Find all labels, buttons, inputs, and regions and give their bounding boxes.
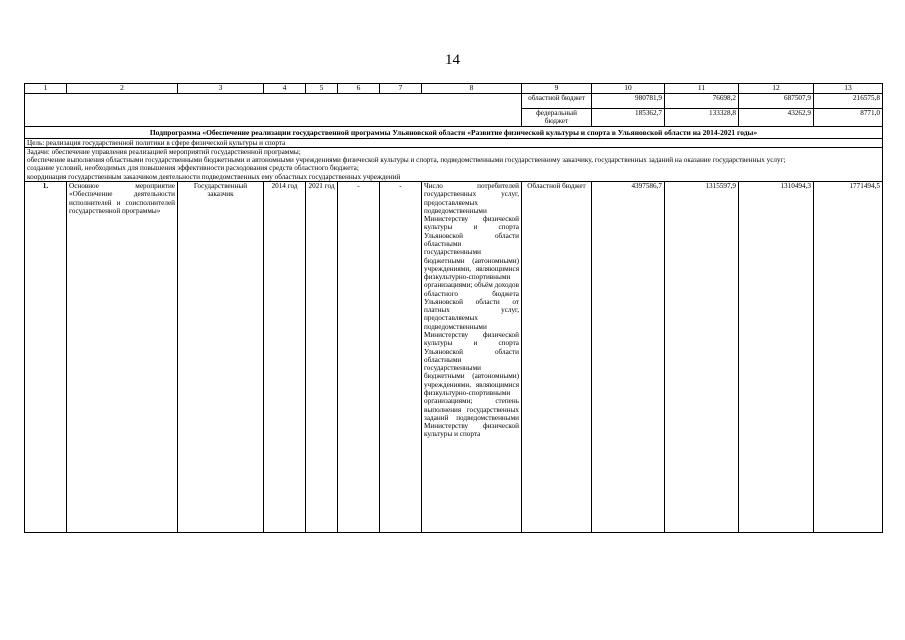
col-header: 10	[592, 84, 665, 94]
end-year: 2021 год	[306, 181, 338, 532]
subprogram-title: Подпрограмма «Обеспечение реализации государственной программы Ульяновской области «Развитие физической культуры и спорта в Ульяновской области на 2014-2021 годы»	[25, 126, 883, 138]
col-header: 1	[25, 84, 67, 94]
activity-row	[25, 181, 883, 532]
funding-source: Областной бюджет	[522, 181, 592, 532]
tasks-row	[25, 147, 883, 181]
col-header: 4	[264, 84, 306, 94]
col-header: 3	[178, 84, 264, 94]
funding-source: областной бюджет	[522, 94, 592, 109]
col-header: 13	[814, 84, 883, 94]
amount-cell: 4397586,7	[592, 181, 665, 532]
amount-cell: 1771494,5	[814, 181, 883, 532]
amount-cell: 980781,9	[592, 94, 665, 109]
amount-cell: 76698,2	[665, 94, 739, 109]
empty-cell	[25, 109, 522, 127]
amount-cell: 185362,7	[592, 109, 665, 127]
amount-cell: 43262,9	[739, 109, 814, 127]
summary-row-regional	[25, 94, 883, 109]
budget-table	[24, 83, 883, 533]
funding-source: федеральный бюджет	[522, 109, 592, 127]
empty-cell	[25, 94, 522, 109]
start-year: 2014 год	[264, 181, 306, 532]
task-line: обеспечение выполнения областными государственными бюджетными и автономными учреждениями физической культуры и спорта, подведомственными государственному заказчику, государственных заданий на оказание государственных услуг;	[27, 156, 786, 165]
task-line: Задачи: обеспечение управления реализацией мероприятий государственной программы;	[27, 147, 301, 156]
column-number-row	[25, 84, 883, 94]
task-line: координация государственным заказчиком деятельности подведомственных ему областных государственных учреждений	[27, 172, 401, 181]
col-header: 12	[739, 84, 814, 94]
amount-cell: 216575,8	[814, 94, 883, 109]
summary-row-federal	[25, 109, 883, 127]
col-header: 11	[665, 84, 739, 94]
amount-cell: 133328,8	[665, 109, 739, 127]
row-number: 1.	[25, 181, 67, 532]
tasks-cell	[25, 147, 883, 181]
task-line: создание условий, необходимых для повышения эффективности расходования средств областного бюджета;	[27, 164, 359, 173]
col-header: 9	[522, 84, 592, 94]
col-header: 2	[67, 84, 178, 94]
subprogram-title-row	[25, 126, 883, 138]
indicators-text: Число потребителей государственных услуг, предоставляемых подведомственными Министерству физической культуры и спорта Ульяновской области областными государственными бюджетными (автономными) учреждениями, являющимися физкультурно-спортивными организациями; объём доходов областного бюджета Ульяновской области от платных услуг, предоставляемых подведомственными Министерству физической культуры и спорта Ульяновской области областными государственными бюджетными (автономными) учреждениями, являющимися физкультурно-спортивными организациями; степень выполнения государственных заданий подведомственными Министерству физической культуры и спорта	[422, 181, 522, 532]
col-header: 8	[422, 84, 522, 94]
activity-name: Основное мероприятие «Обеспечение деятельности исполнителей и соисполнителей государственной программы»	[67, 181, 178, 532]
amount-cell: 1315597,9	[665, 181, 739, 532]
col-header: 5	[306, 84, 338, 94]
col-header: 7	[380, 84, 422, 94]
amount-cell: 1310494,3	[739, 181, 814, 532]
goal-text: Цель: реализация государственной политики в сфере физической культуры и спорта	[25, 138, 883, 147]
goal-row	[25, 138, 883, 147]
budget-table-sheet	[24, 83, 882, 596]
col-header: 6	[338, 84, 380, 94]
amount-cell: 8771,0	[814, 109, 883, 127]
customer: Государственный заказчик	[178, 181, 264, 532]
col6-value: -	[338, 181, 380, 532]
amount-cell: 687507,9	[739, 94, 814, 109]
col7-value: -	[380, 181, 422, 532]
page-number: 14	[445, 52, 460, 68]
